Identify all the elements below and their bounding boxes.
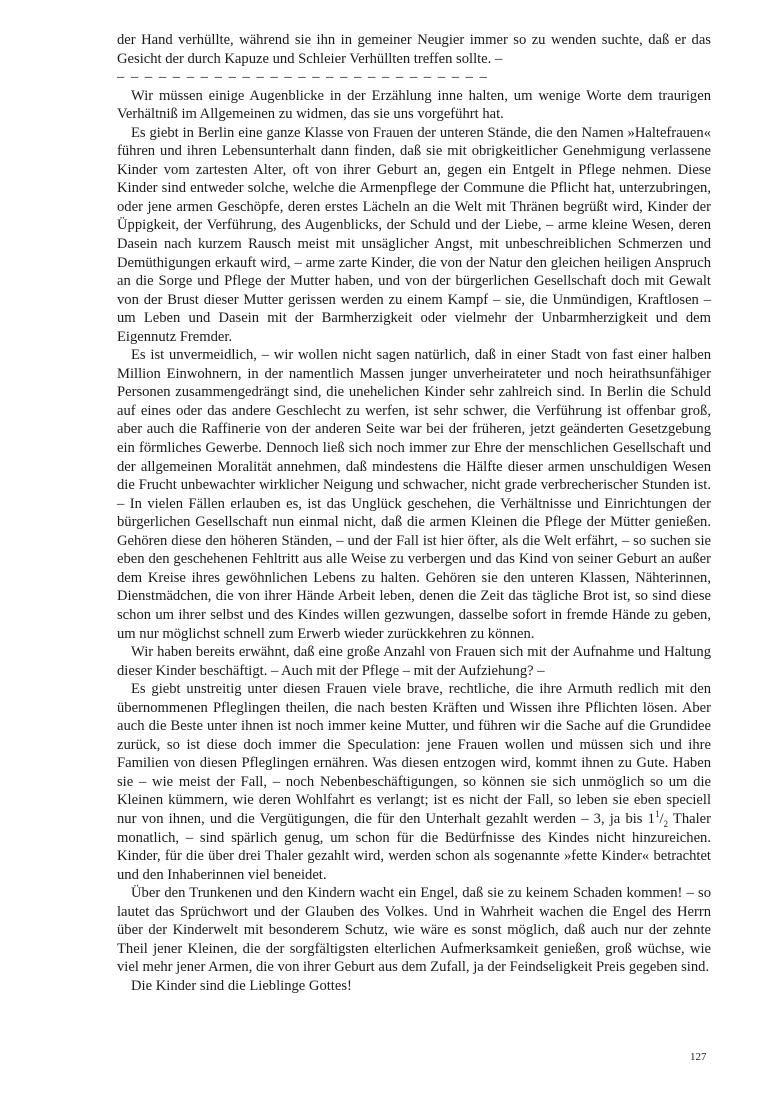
paragraph-text-after-fraction: Thaler monatlich, – sind spärlich genug, um schon für die Bedürfnisse des Kindes nicht hinzureichen. Kinder, für die über drei Thaler gezahlt wird, werden schon als sogenannte »fette Kinder« betrachtet und den Inhaberinnen viel beneidet. <box>117 810 712 883</box>
section-break-dashes: – – – – – – – – – – – – – – – – – – – – – – – – – – – <box>117 69 489 86</box>
paragraph-continuation: der Hand verhüllte, während sie ihn in gemeiner Neugier immer so zu wenden suchte, daß er das Gesicht der durch Kapuze und Schleier Verhüllten treffen sollte. – <box>117 32 711 67</box>
paragraph: Über den Trunkenen und den Kindern wacht ein Engel, daß sie zu keinem Schaden kommen! – so lautet das Sprüchwort und der Glauben des Volkes. Und in Wahrheit wachen die Engel des Herrn über der Kinderwelt mit besonderem Schutz, wie wäre es sonst möglich, daß auch nur der zehnte Theil jener Kleinen, die der sorgfältigsten elterlichen Aufmerksamkeit genießen, groß wüchse, wie viel mehr jener Armen, die von ihrer Geburt aus dem Zufall, ja der Feindseligkeit Preis gegeben sind. <box>117 885 711 976</box>
paragraph: Es ist unvermeidlich, – wir wollen nicht sagen natürlich, daß in einer Stadt von fast einer halben Million Einwohnern, in der namentlich Massen junger unverheirateter und noch heirathsunfähiger Personen zusammengedrängt sind, die unehelichen Kinder sehr zahlreich sind. In Berlin die Schuld auf eines oder das andere Geschlecht zu werfen, ist sehr schwer, die Verführung ist offenbar groß, aber auch die Raffinerie von der anderen Seite war bei der früheren, jetzt geänderten Gesetzgebung ein förmliches Gewerbe. Dennoch ließ sich noch immer zur Ehre der menschlichen Gesellschaft und der allgemeinen Moralität annehmen, daß mindestens die Hälfte dieser armen unschuldigen Wesen die Frucht unbewachter wirklicher Neigung und schwacher, nicht grade verbrecherischer Stunden ist. – In vielen Fällen erlauben es, ist das Unglück geschehen, die Verhältnisse und Einrichtungen der bürgerlichen Gesellschaft nun einmal nicht, daß die armen Kleinen die Pflege der Mütter genießen. Gehören diese den höheren Ständen, – und der Fall ist hier öfter, als die Welt erfährt, – so suchen sie eben den geschehenen Fehltritt aus alle Weise zu verbergen und das Kind von seiner Geburt an außer dem Kreise ihres gewöhnlichen Lebens zu halten. Gehören sie den unteren Klassen, Nähterinnen, Dienstmädchen, die von ihrer Hände Arbeit leben, denen die Zeit das tägliche Brot ist, so sind diese schon um ihrer selbst und des Kindes willen gezwungen, dasselbe sofort in fremde Hände zu geben, um nur möglichst schnell zum Erwerb wieder zurückkehren zu können. <box>117 347 711 642</box>
paragraph-with-fraction <box>117 680 711 884</box>
paragraph-closing: Die Kinder sind die Lieblinge Gottes! <box>131 977 352 994</box>
paragraph: Wir müssen einige Augenblicke in der Erzählung inne halten, um wenige Worte dem traurigen Verhältniß im Allgemeinen zu widmen, das sie uns vorgeführt hat. <box>117 87 711 123</box>
paragraph-text-before-fraction: Es giebt unstreitig unter diesen Frauen viele brave, rechtliche, die ihre Armuth redlich mit den übernommenen Pfleglingen theilen, die nach besten Kräften und Wissen ihre Pflichten lösen. Aber auch die Beste unter ihnen ist noch immer keine Mutter, und führen wir die Sache auf die Grundidee zurück, so ist diese doch immer die Speculation: jene Frauen wollen und müssen sich und ihre Familien von diesen Pfleglingen ernähren. Was diesen entzogen wird, kommt ihnen zu Gute. Haben sie – wie meist der Fall, – noch Nebenbeschäftigungen, so können sie sich unmöglich so um die Kleinen kümmern, wie deren Wohlfahrt es verlangt; ist es nicht der Fall, so leben sie eben speciell nur von ihnen, und die Vergütigungen, die für den Unterhalt gezahlt werden – 3, ja bis <box>117 681 711 827</box>
paragraph: Es giebt in Berlin eine ganze Klasse von Frauen der unteren Stände, die den Namen »Haltefrauen« führen und ihren Lebensunterhalt dann finden, daß sie mit obrigkeitlicher Genehmigung verlassene Kinder vom zartesten Alter, oft von ihrer Geburt an, gegen ein Entgelt in Pflege nehmen. Diese Kinder sind entweder solche, welche die Armenpflege der Commune die Pflicht hat, unterzubringen, oder jene armen Geschöpfe, deren erstes Lächeln an die Welt mit Thränen begrüßt wird, Kinder der Üppigkeit, der Verführung, des Augenblicks, der Schuld und der Liebe, – arme kleine Wesen, deren Dasein nach kurzem Rausch meist mit unsäglicher Angst, mit unbeschreiblichen Schmerzen und Demüthigungen erkauft wird, – arme zarte Kinder, die von der Natur den gleichen heiligen Anspruch an die Sorge und Pflege der Mutter haben, und von der bürgerlichen Gesellschaft doch mit Gewalt von der Brust dieser Mutter gerissen werden zu einem Kampf – sie, die Unmündigen, Kraftlosen – um Leben und Dasein mit der Barmherzigkeit oder vielmehr der Unbarmherzigkeit und dem Eigennutz Fremder. <box>117 124 711 345</box>
page-number: 127 <box>690 1051 707 1063</box>
paragraph: Wir haben bereits erwähnt, daß eine große Anzahl von Frauen sich mit der Aufnahme und Haltung dieser Kinder beschäftigt. – Auch mit der Pflege – mit der Aufziehung? – <box>117 644 711 679</box>
document-body <box>117 31 711 995</box>
fraction-one-and-a-half: $1^1/_2$ <box>647 809 669 829</box>
